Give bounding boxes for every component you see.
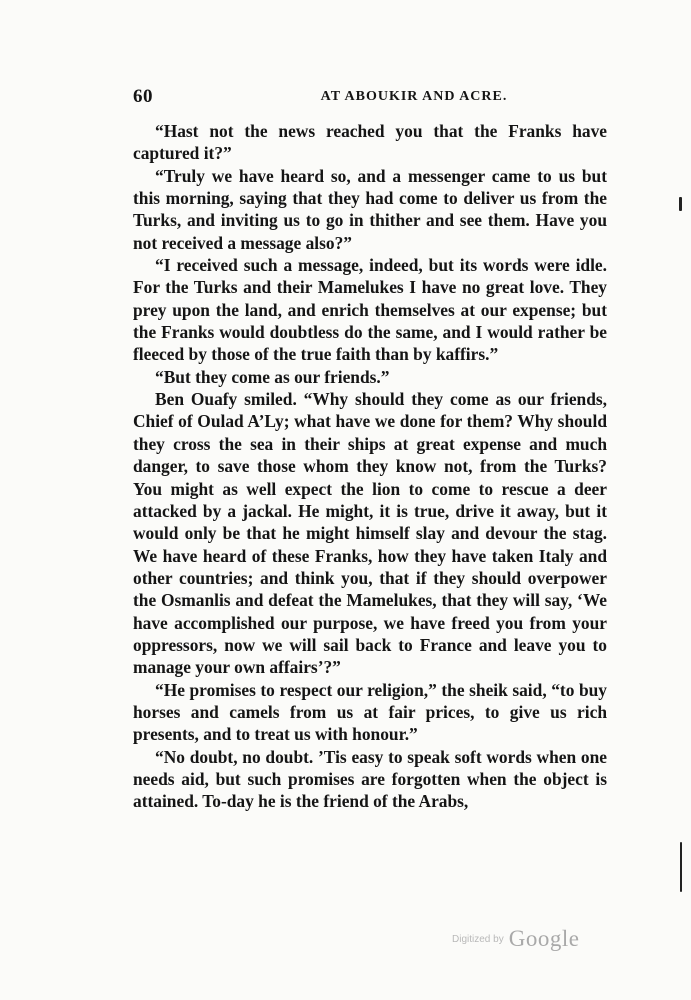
running-title: AT ABOUKIR AND ACRE.: [320, 89, 508, 104]
digitized-by-watermark: [452, 926, 580, 952]
body-text: [133, 120, 607, 813]
paragraph: “Hast not the news reached you that the Franks have captured it?”: [133, 121, 607, 164]
paragraph: “But they come as our friends.”: [155, 366, 390, 387]
paragraph: “He promises to respect our religion,” the sheik said, “to buy horses and camels from us at fair prices, to give us rich presents, and to treat us with honour.”: [133, 679, 607, 745]
google-logo: Google: [508, 926, 580, 951]
paragraph: Ben Ouafy smiled. “Why should they come as our friends, Chief of Oulad A’Ly; what have we done for them? Why should they cross the sea in their ships at great expense and much danger, to save those whom they know not, from the Turks? You might as well expect the lion to come to rescue a deer attacked by a jackal. He might, it is true, drive it away, but it would only be that he might himself slay and devour the stag. We have heard of these Franks, how they have taken Italy and other countries; and think you, that if they should overpower the Osmanlis and defeat the Mamelukes, that they will say, ‘We have accomplished our purpose, we have freed you from your oppressors, now we will sail back to France and leave you to manage your own affairs’?”: [133, 389, 607, 678]
paragraph: “I received such a message, indeed, but its words were idle. For the Turks and their Mamelukes I have no great love. They prey upon the land, and enrich themselves at our expense; but the Franks would doubtless do the same, and I would rather be fleeced by those of the true faith than by kaffirs.”: [133, 255, 607, 365]
paragraph: “No doubt, no doubt. ’Tis easy to speak soft words when one needs aid, but such promises are forgotten when the object is attained. To-day he is the friend of the Arabs,: [133, 746, 607, 812]
paragraph: “Truly we have heard so, and a messenger came to us but this morning, saying that they had come to deliver us from the Turks, and inviting us to go in thither and see them. Have you not received a message also?”: [133, 165, 607, 253]
scan-artifact-mark: [680, 842, 682, 892]
page-header: [133, 86, 607, 112]
watermark-prefix: Digitized by: [452, 934, 504, 945]
scan-artifact-mark: [679, 197, 682, 211]
page-number: 60: [133, 86, 153, 107]
